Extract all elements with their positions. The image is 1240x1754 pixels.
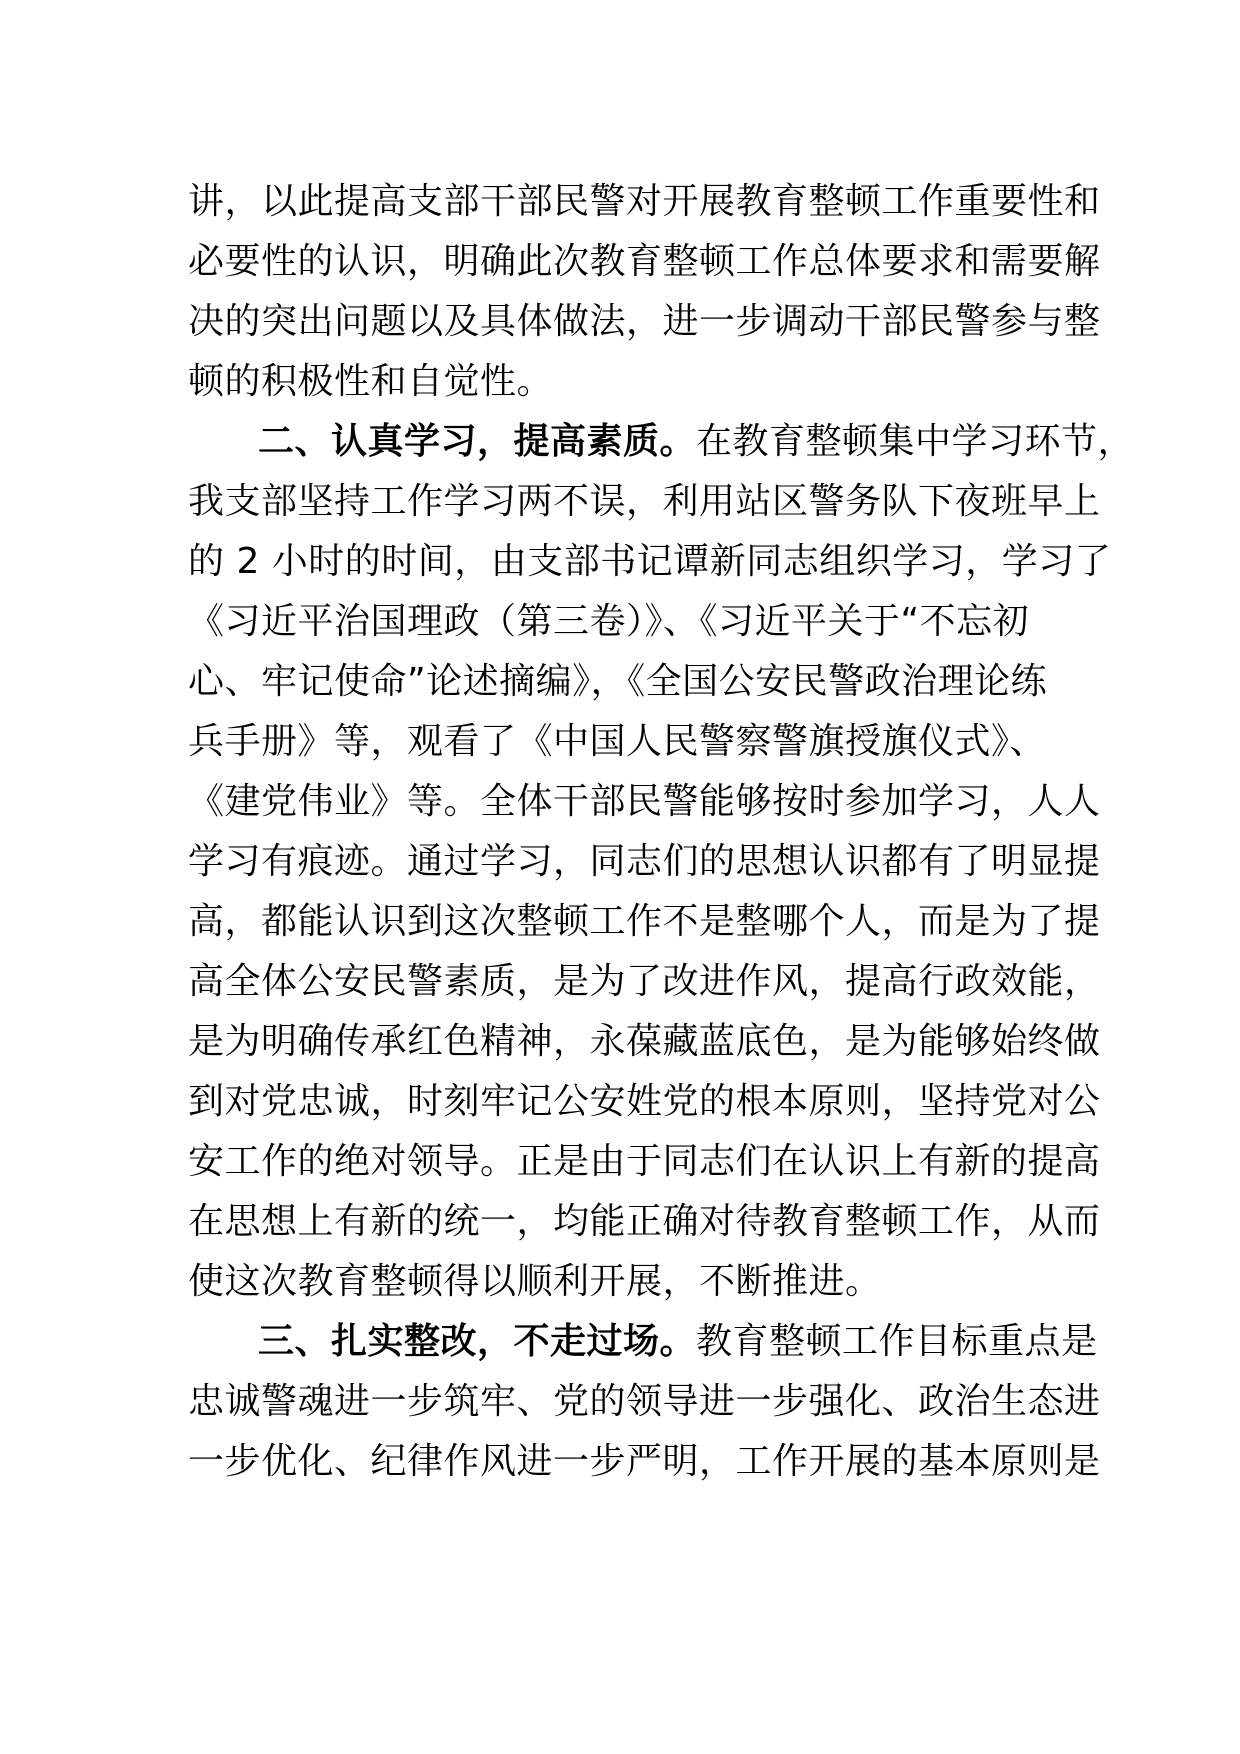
section-3-heading: 三、扎实整改，不走过场。 [258,1321,697,1362]
paragraph-line: 忠诚警魂进一步筑牢、党的领导进一步强化、政治生态进 [188,1381,1101,1422]
paragraph-line: 的 2 小时的时间，由支部书记谭新同志组织学习，学习了 [188,541,1112,582]
paragraph-line: 心、牢记使命”论述摘编》，《全国公安民警政治理论练 [188,661,1048,702]
paragraph-line: 必要性的认识，明确此次教育整顿工作总体要求和需要解 [188,241,1101,282]
paragraph-line: 讲，以此提高支部干部民警对开展教育整顿工作重要性和 [188,181,1101,222]
paragraph-line: 在思想上有新的统一，均能正确对待教育整顿工作，从而 [188,1201,1101,1242]
paragraph-line: 学习有痕迹。通过学习，同志们的思想认识都有了明显提 [188,841,1101,882]
paragraph-line: 高，都能认识到这次整顿工作不是整哪个人，而是为了提 [188,901,1101,942]
section-2-heading: 二、认真学习，提高素质。 [258,421,697,462]
paragraph-line: 决的突出问题以及具体做法，进一步调动干部民警参与整 [188,301,1101,342]
section-2-first-line [258,420,1134,464]
paragraph-line: 高全体公安民警素质，是为了改进作风，提高行政效能， [188,961,1101,1002]
paragraph-line: 安工作的绝对领导。正是由于同志们在认识上有新的提高 [188,1141,1101,1182]
paragraph-line: 我支部坚持工作学习两不误，利用站区警务队下夜班早上 [188,481,1101,522]
paragraph-line: 到对党忠诚，时刻牢记公安姓党的根本原则，坚持党对公 [188,1081,1101,1122]
paragraph-line: 一步优化、纪律作风进一步严明，工作开展的基本原则是 [188,1441,1101,1482]
section-3-first-line-text: 教育整顿工作目标重点是 [696,1321,1098,1362]
paragraph-line: 是为明确传承红色精神，永葆藏蓝底色，是为能够始终做 [188,1021,1101,1062]
paragraph-line: 《习近平治国理政（第三卷）》、《习近平关于“不忘初 [188,601,1030,642]
paragraph-line: 兵手册》等，观看了《中国人民警察警旗授旗仪式》、 [188,721,1047,762]
section-3-first-line [258,1320,1098,1364]
paragraph-line: 《建党伟业》等。全体干部民警能够按时参加学习，人人 [188,781,1101,822]
paragraph-line: 顿的积极性和自觉性。 [188,361,554,402]
paragraph-line: 使这次教育整顿得以顺利开展，不断推进。 [188,1261,882,1302]
section-2-first-line-text: 在教育整顿集中学习环节， [696,421,1135,462]
